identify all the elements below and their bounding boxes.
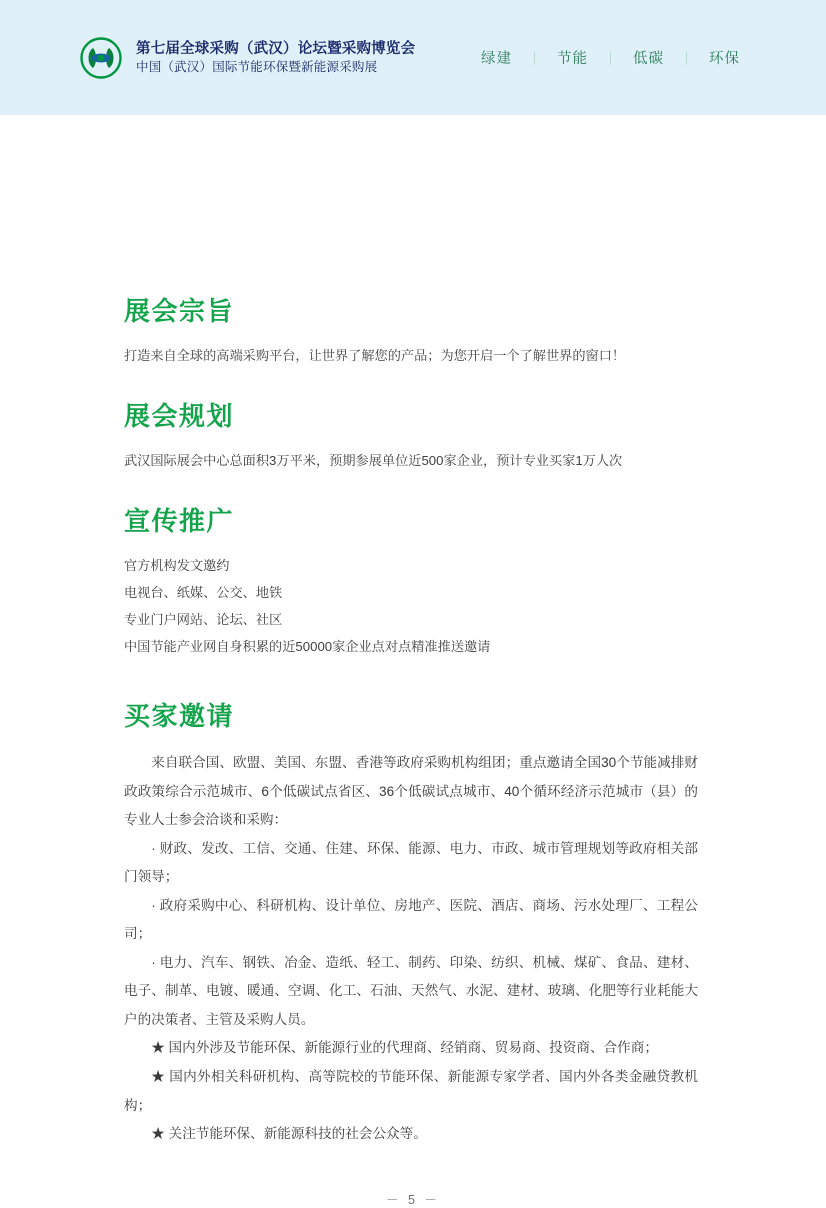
paragraph: 来自联合国、欧盟、美国、东盟、香港等政府采购机构组团；重点邀请全国30个节能减排财政政策综合示范城市、6个低碳试点省区、36个低碳试点城市、40个循环经济示范城市（县）的专业人士参会洽谈和采购： [124, 755, 698, 828]
section-exhibition-purpose [124, 298, 625, 369]
bullet-item: · 政府采购中心、科研机构、设计单位、房地产、医院、酒店、商场、污水处理厂、工程公司； [124, 897, 698, 942]
bullet-item: ★ 国内外相关科研机构、高等院校的节能环保、新能源专家学者、国内外各类金融贷教机构； [124, 1069, 698, 1113]
section-title: 宣传推广 [124, 506, 235, 536]
brand-text [136, 39, 415, 76]
nav-separator: ｜ [603, 51, 617, 66]
nav-item-jieneng[interactable]: 节能 [556, 51, 588, 67]
list-item: 电视台、纸媒、公交、地铁 [124, 585, 283, 601]
section-exhibition-plan [124, 403, 622, 474]
section-paragraph: 武汉国际展会中心总面积3万平米，预期参展单位近500家企业，预计专业买家1万人次 [124, 453, 623, 468]
page-header [0, 0, 826, 115]
bullet-item: · 财政、发改、工信、交通、住建、环保、能源、电力、市政、城市管理规划等政府相关部门领导； [124, 840, 698, 885]
promotion-list [124, 552, 490, 660]
nav-item-huanbao[interactable]: 环保 [709, 51, 740, 67]
section-buyer-invitation [124, 703, 698, 1149]
nav-separator: ｜ [679, 51, 693, 66]
brand-title-secondary: 中国（武汉）国际节能环保暨新能源采购展 [136, 59, 378, 74]
page-number: － 5 － [386, 1193, 440, 1207]
nav-separator: ｜ [527, 51, 541, 66]
section-title: 展会规划 [124, 401, 235, 431]
buyer-invitation-content [124, 749, 698, 1149]
section-paragraph: 打造来自全球的高端采购平台，让世界了解您的产品；为您开启一个了解世界的窗口！ [124, 348, 626, 363]
section-title: 展会宗旨 [124, 296, 235, 326]
header-nav [465, 47, 756, 68]
nav-item-lvjian[interactable]: 绿建 [480, 51, 512, 67]
list-item: 专业门户网站、论坛、社区 [124, 612, 283, 628]
document-body [0, 115, 826, 1207]
brand [80, 37, 415, 79]
nav-item-ditan[interactable]: 低碳 [632, 51, 664, 67]
bullet-item: ★ 关注节能环保、新能源科技的社会公众等。 [151, 1126, 427, 1142]
list-item: 官方机构发文邀约 [124, 558, 230, 573]
interlocking-rings-logo-icon [80, 37, 122, 79]
list-item: 中国节能产业网自身积累的近50000家企业点对点精准推送邀请 [124, 639, 491, 655]
section-promotion [124, 508, 490, 660]
bullet-item: ★ 国内外涉及节能环保、新能源行业的代理商、经销商、贸易商、投资商、合作商； [151, 1040, 658, 1056]
section-title: 买家邀请 [124, 701, 235, 731]
brand-title-primary: 第七届全球采购（武汉）论坛暨采购博览会 [136, 40, 416, 57]
bullet-item: · 电力、汽车、钢铁、冶金、造纸、轻工、制药、印染、纺织、机械、煤矿、食品、建材、电子、制革、电镀、暖通、空调、化工、石油、天然气、水泥、建材、玻璃、化肥等行业耗能大户的决策者、主管及采购人员。 [124, 954, 698, 1027]
